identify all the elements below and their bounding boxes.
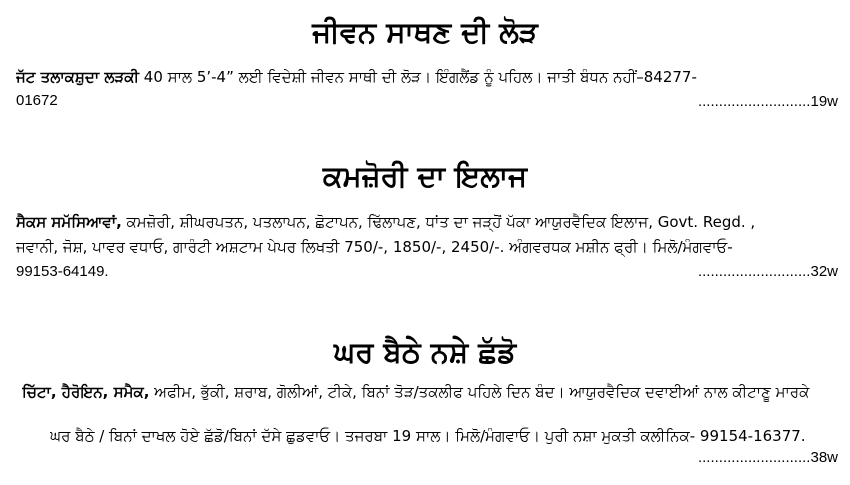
ad-lead-text: ਜੱਟ ਤਲਾਕਸ਼ੁਦਾ ਲੜਕੀ — [16, 68, 140, 86]
ad-phone-continuation: 01672 — [16, 92, 58, 109]
ad-body-text: ਕਮਜ਼ੋਰੀ, ਸ਼ੀਘਰਪਤਨ, ਪਤਲਾਪਨ, ਛੋਟਾਪਨ, ਢਿੱਲਾਪਣ, ਧਾਂਤ ਦਾ ਜੜ੍ਹੋਂ ਪੱਕਾ ਆਯੁਰਵੈਦਿਕ ਇਲਾਜ, Govt. Regd. , — [121, 213, 756, 231]
ad-reference-code: ...........................19w — [697, 93, 838, 110]
ad-body-line — [22, 382, 848, 402]
ad-body-text: 40 ਸਾਲ 5’-4” ਲਈ ਵਿਦੇਸ਼ੀ ਜੀਵਨ ਸਾਥੀ ਦੀ ਲੋੜ। ਇੰਗਲੈਂਡ ਨੂੰ ਪਹਿਲ। ਜਾਤੀ ਬੰਧਨ ਨਹੀਂ–84277- — [139, 68, 697, 86]
ad-lead-text: ਸੈਕਸ ਸਮੱਸਿਆਵਾਂ, — [16, 213, 122, 231]
ad-reference-code: ...........................38w — [697, 449, 838, 466]
ad-heading-life-partner: ਜੀਵਨ ਸਾਥਣ ਦੀ ਲੋੜ — [312, 15, 538, 49]
ad-body-line: ਘਰ ਬੈਠੇ / ਬਿਨਾਂ ਦਾਖਲ ਹੋਏ ਛੱਡੋ/ਬਿਨਾਂ ਦੱਸੇ ਛੁਡਵਾਓ। ਤਜਰਬਾ 19 ਸਾਲ। ਮਿਲੋ/ਮੰਗਵਾਓ। ਪੁਰੀ ਨਸ਼ਾ ਮੁਕਤੀ ਕਲੀਨਿਕ- 99154-16377. — [50, 427, 806, 445]
ad-body-line: ਜਵਾਨੀ, ਜੋਸ਼, ਪਾਵਰ ਵਧਾਓ, ਗਾਰੰਟੀ ਅਸ਼ਟਾਮ ਪੇਪਰ ਲਿਖਤੀ 750/-, 1850/-, 2450/-. ਅੰਗਵਰਧਕ ਮਸ਼ੀਨ ਫ੍ਰੀ। ਮਿਲੋ/ਮੰਗਵਾਓ- — [16, 238, 733, 256]
ad-lead-text: ਚਿੱਟਾ, ਹੈਰੋਇਨ, ਸਮੈਕ, — [22, 383, 150, 401]
ad-reference-code: ...........................32w — [697, 263, 838, 280]
ad-body-line — [16, 67, 842, 87]
ad-heading-quit-addiction: ਘਰ ਬੈਠੇ ਨਸ਼ੇ ਛੱਡੋ — [333, 335, 517, 369]
ad-phone-continuation: 99153-64149. — [16, 263, 109, 280]
ad-body-text: ਅਫੀਮ, ਭੁੱਕੀ, ਸ਼ਰਾਬ, ਗੋਲੀਆਂ, ਟੀਕੇ, ਬਿਨਾਂ ਤੋੜ/ਤਕਲੀਫ ਪਹਿਲੇ ਦਿਨ ਬੰਦ। ਆਯੁਰਵੈਦਿਕ ਦਵਾਈਆਂ ਨਾਲ ਕੀਟਾਣੂ ਮਾਰਕੇ — [149, 383, 810, 401]
ad-heading-weakness-treatment: ਕਮਜ਼ੋਰੀ ਦਾ ਇਲਾਜ — [322, 159, 528, 193]
ad-body-line — [16, 212, 842, 232]
